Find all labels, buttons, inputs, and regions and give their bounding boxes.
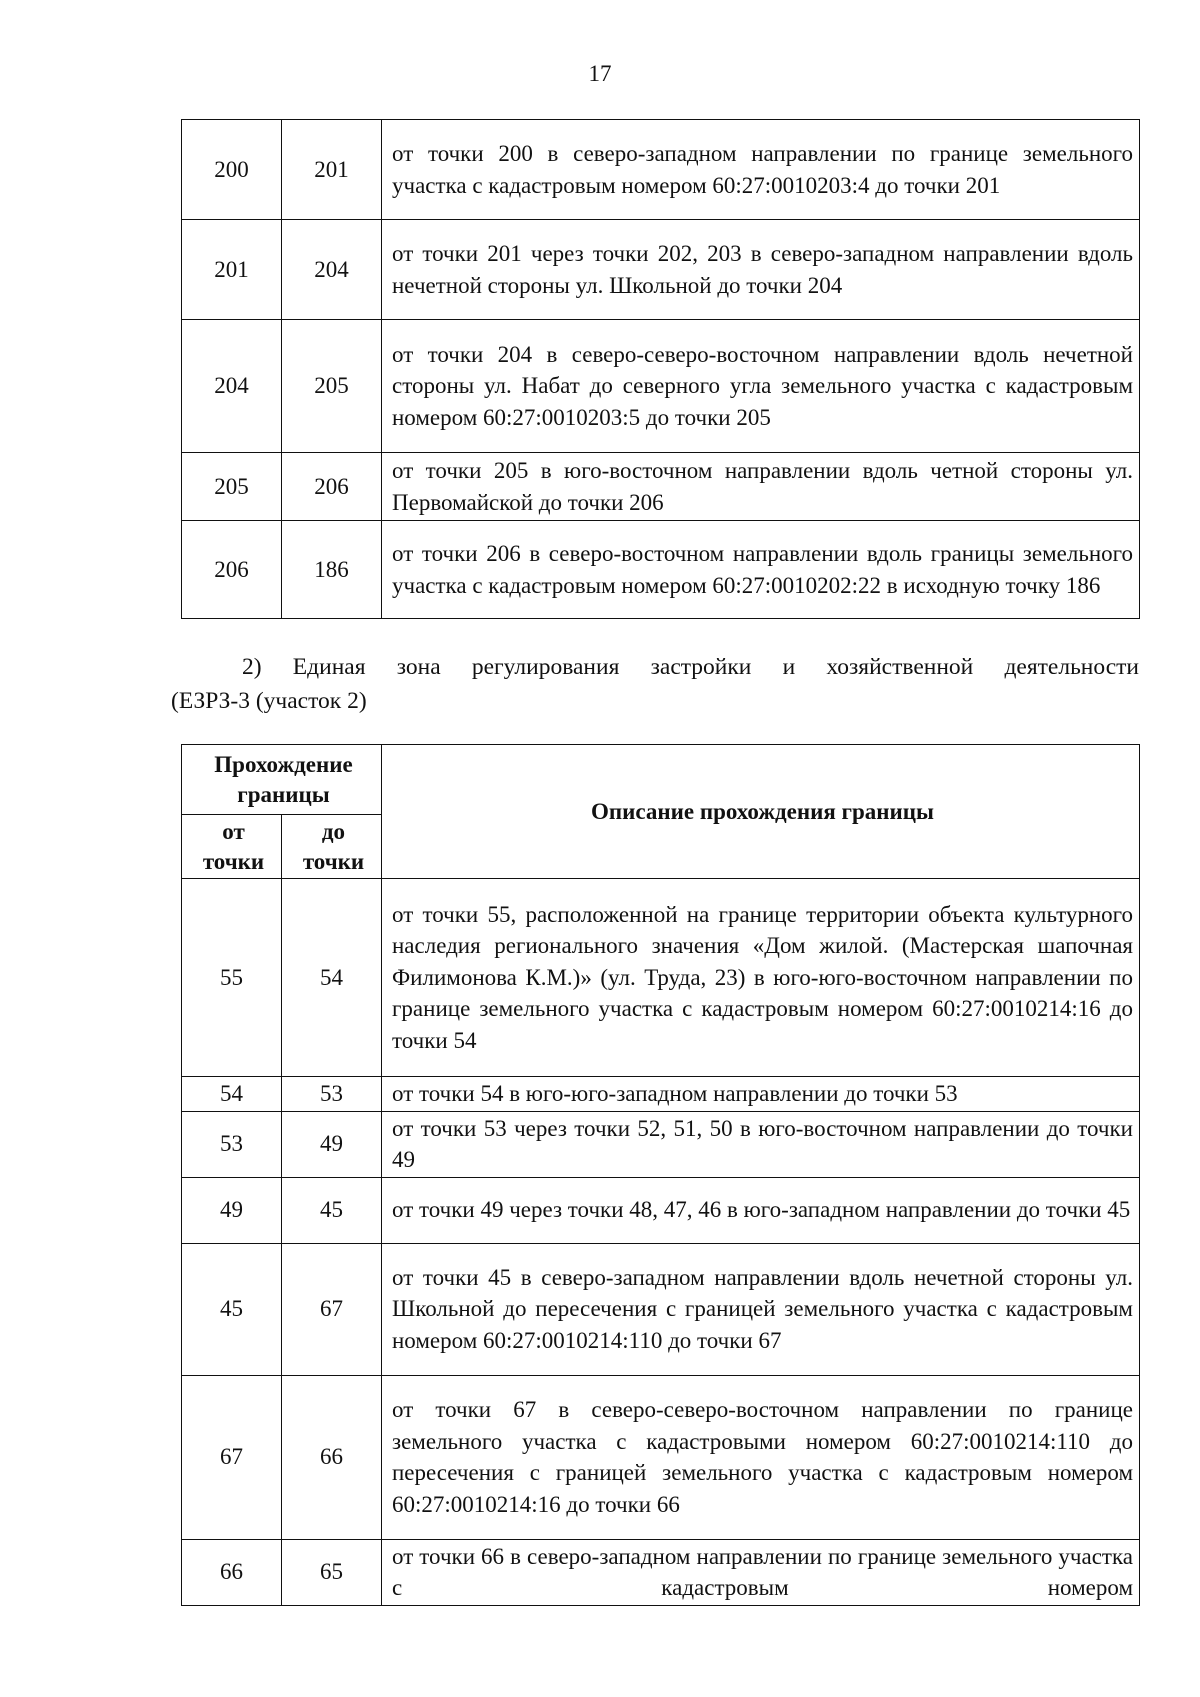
table-row xyxy=(182,1177,1140,1243)
from-point: 66 xyxy=(182,1539,282,1605)
section-heading-line-1: 2) Единая зона регулирования застройки и хозяйственной деятельности xyxy=(242,654,1139,680)
section-heading-line-2: (ЕЗРЗ-3 (участок 2) xyxy=(171,688,367,714)
page-number: 17 xyxy=(588,61,612,86)
boundary-description: от точки 204 в северо-северо-восточном направлении вдоль нечетной стороны ул. Набат до северного угла земельного участка с кадастровым номером 60:27:0010203:5 до точки 205 xyxy=(382,320,1140,453)
to-point: 53 xyxy=(282,1077,382,1112)
header-description: Описание прохождения границы xyxy=(382,745,1140,879)
boundary-description: от точки 55, расположенной на границе территории объекта культурного наследия регионального значения «Дом жилой. (Мастерская шапочная Филимонова К.М.)» (ул. Труда, 23) в юго-юго-восточном направлении по границе земельного участка с кадастровым номером 60:27:0010214:16 до точки 54 xyxy=(382,879,1140,1077)
table-row xyxy=(182,879,1140,1077)
table-row xyxy=(182,220,1140,320)
to-point: 186 xyxy=(282,521,382,619)
table-header-row xyxy=(182,745,1140,815)
boundary-description: от точки 45 в северо-западном направлении вдоль нечетной стороны ул. Школьной до пересечения с границей земельного участка с кадастровым номером 60:27:0010214:110 до точки 67 xyxy=(382,1243,1140,1375)
to-point: 201 xyxy=(282,120,382,220)
from-point: 67 xyxy=(182,1375,282,1539)
from-point: 204 xyxy=(182,320,282,453)
from-point: 45 xyxy=(182,1243,282,1375)
table-row xyxy=(182,453,1140,521)
to-point: 66 xyxy=(282,1375,382,1539)
from-point: 54 xyxy=(182,1077,282,1112)
to-point: 54 xyxy=(282,879,382,1077)
table-row xyxy=(182,1111,1140,1177)
to-point: 206 xyxy=(282,453,382,521)
boundary-table-2 xyxy=(181,744,1140,1606)
boundary-description: от точки 53 через точки 52, 51, 50 в юго-восточном направлении до точки 49 xyxy=(382,1111,1140,1177)
boundary-description: от точки 54 в юго-юго-западном направлении до точки 53 xyxy=(382,1077,1140,1112)
table-row xyxy=(182,1077,1140,1112)
table-row xyxy=(182,1243,1140,1375)
boundary-description: от точки 205 в юго-восточном направлении вдоль четной стороны ул. Первомайской до точки 206 xyxy=(382,453,1140,521)
from-point: 55 xyxy=(182,879,282,1077)
from-point: 49 xyxy=(182,1177,282,1243)
table-row xyxy=(182,1539,1140,1605)
boundary-description: от точки 49 через точки 48, 47, 46 в юго-западном направлении до точки 45 xyxy=(382,1177,1140,1243)
to-point: 67 xyxy=(282,1243,382,1375)
to-point: 65 xyxy=(282,1539,382,1605)
table-row xyxy=(182,320,1140,453)
boundary-description: от точки 66 в северо-западном направлении по границе земельного участка с кадастровым номером xyxy=(382,1539,1140,1605)
table-row xyxy=(182,521,1140,619)
from-point: 53 xyxy=(182,1111,282,1177)
to-point: 205 xyxy=(282,320,382,453)
boundary-description: от точки 201 через точки 202, 203 в северо-западном направлении вдоль нечетной стороны ул. Школьной до точки 204 xyxy=(382,220,1140,320)
boundary-description: от точки 206 в северо-восточном направлении вдоль границы земельного участка с кадастровым номером 60:27:0010202:22 в исходную точку 186 xyxy=(382,521,1140,619)
boundary-description: от точки 200 в северо-западном направлении по границе земельного участка с кадастровым номером 60:27:0010203:4 до точки 201 xyxy=(382,120,1140,220)
boundary-description: от точки 67 в северо-северо-восточном направлении по границе земельного участка с кадастровыми номером 60:27:0010214:110 до пересечения с границей земельного участка с кадастровым номером 60:27:0010214:16 до точки 66 xyxy=(382,1375,1140,1539)
boundary-table-1 xyxy=(181,119,1140,619)
to-point: 45 xyxy=(282,1177,382,1243)
from-point: 205 xyxy=(182,453,282,521)
to-point: 49 xyxy=(282,1111,382,1177)
from-point: 206 xyxy=(182,521,282,619)
table-row xyxy=(182,1375,1140,1539)
header-to-point: до точки xyxy=(282,815,382,879)
from-point: 201 xyxy=(182,220,282,320)
header-from-point: от точки xyxy=(182,815,282,879)
from-point: 200 xyxy=(182,120,282,220)
table-row xyxy=(182,120,1140,220)
to-point: 204 xyxy=(282,220,382,320)
header-boundary-passage: Прохождение границы xyxy=(182,745,382,815)
section-heading xyxy=(171,650,1139,718)
